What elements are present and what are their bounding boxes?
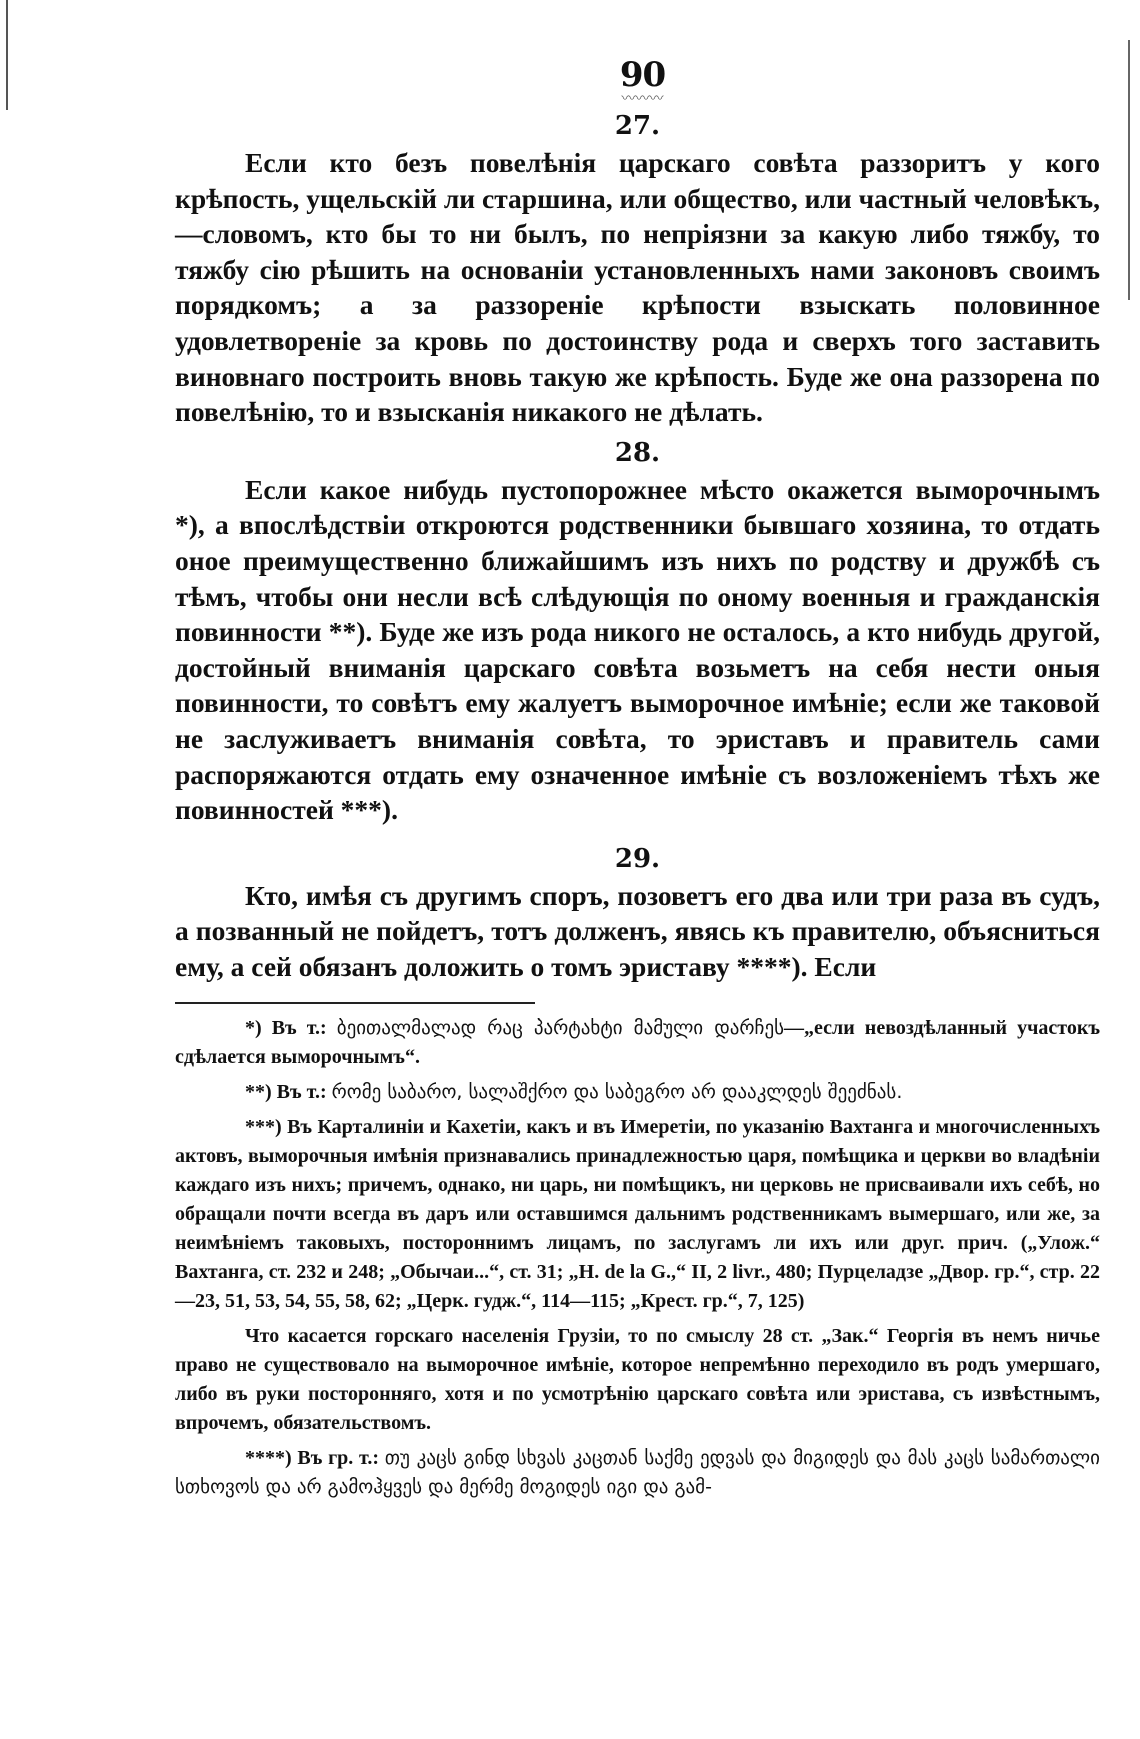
footnote-3-mark: ***)	[245, 1116, 282, 1139]
footnote-divider	[175, 1002, 535, 1004]
footnote-3-text: Въ Карталиніи и Кахетіи, какъ и въ Имеретіи, по указанію Вахтанга и многочисленныхъ актовъ, выморочныя имѣнія признавались принадлежностью царя, помѣщика и церкви во владѣніи каждаго изъ нихъ; причемъ, однако, ни царь, ни помѣщикъ, ни церковь не присваивали ихъ себѣ, но обращали почти всегда въ даръ или оставшимся дальнимъ родственникамъ вымершаго, или же, за неимѣніемъ таковыхъ, постороннимъ лицамъ, по заслугамъ ли ихъ или друг. прич. („Улож.“ Вахтанга, ст. 232 и 248; „Обычаи...“, ст. 31; „H. de la G.,“ II, 2 livr., 480; Пурцеладзе „Двор. гр.“, стр. 22—23, 51, 53, 54, 55, 58, 62; „Церк. гудж.“, 114—115; „Крест. гр.“, 7, 125)	[175, 1116, 1100, 1313]
section-text-28: Если какое нибудь пустопорожнее мѣсто окажется выморочнымъ *), а впослѣдствіи откроются родственники бывшаго хозяина, то отдать оное преимущественно ближайшимъ изъ нихъ по родству и дружбѣ съ тѣмъ, чтобы они несли всѣ слѣдующія по оному военныя и гражданскія повинности **). Буде же изъ рода никого не осталось, а кто нибудь другой, достойный вниманія царскаго совѣта возьметъ на себя нести оныя повинности, то совѣтъ ему жалуетъ выморочное имѣніе; если же таковой не заслуживаетъ вниманія совѣта, то эриставъ и правитель сами распоряжаются отдать ему означенное имѣніе съ возложеніемъ тѣхъ же повинностей ***).	[175, 473, 1100, 826]
footnote-2-mark: **) Въ т.:	[245, 1081, 327, 1104]
footnote-1-georgian: ბეითალმალად რაც პარტახტი მამული დარჩეს	[336, 1017, 785, 1040]
footnote-4	[175, 1444, 1100, 1502]
footnote-2-georgian: რომე საბარო, სალაშქრო და საბეგრო არ დააკლდეს შეეძნას.	[331, 1081, 903, 1104]
scan-edge-left	[6, 0, 8, 110]
footnote-2	[175, 1078, 1100, 1107]
footnote-4-mark: ****) Въ гр. т.:	[245, 1447, 380, 1470]
page-number-ornament: 〰〰〰	[621, 91, 664, 107]
footnote-1	[175, 1014, 1100, 1072]
section-number-28: 28.	[614, 437, 661, 468]
book-page	[175, 55, 1100, 1508]
section-number-27: 27.	[614, 111, 661, 141]
page-number: 90	[619, 55, 666, 95]
scan-edge-right	[1128, 40, 1130, 300]
footnote-3	[175, 1113, 1100, 1316]
footnote-4-georgian: თუ კაცს გინდ სხვას კაცთან საქმე ედვას და მიგიდეს და მას კაცს სამართალი სთხოვოს და არ გამოჰყვეს და მერმე მოგიდეს იგი და გამ-	[175, 1447, 1100, 1499]
section-text-27: Если кто безъ повелѣнія царскаго совѣта раззоритъ у кого крѣпость, ущельскій ли старшина, или общество, или частный человѣкъ,—словомъ, кто бы то ни былъ, по непріязни за какую либо тяжбу, то тяжбу сію рѣшить на основаніи установленныхъ нами законовъ своимъ порядкомъ; а за раззореніе крѣпости взыскать половинное удовлетвореніе за кровь по достоинству рода и сверхъ того заставить виновнаго построить вновь такую же крѣпость. Буде же она раззорена по повелѣнію, то и взысканія никакого не дѣлать.	[175, 147, 1100, 428]
footnote-3-continued	[175, 1322, 1100, 1438]
footnote-1-text: —„если невоздѣланный участокъ сдѣлается выморочнымъ“.	[175, 1017, 1100, 1069]
section-text-29: Кто, имѣя съ другимъ споръ, позоветъ его два или три раза въ судъ, а позванный не пойдетъ, тотъ долженъ, явясь къ правителю, объясниться ему, а сей обязанъ доложить о томъ эриставу ****). Если	[175, 879, 1100, 982]
section-number-29: 29.	[614, 843, 661, 874]
footnote-1-mark: *) Въ т.:	[245, 1017, 327, 1040]
footnote-3-continued-text: Что касается горскаго населенія Грузіи, то по смыслу 28 ст. „Зак.“ Георгія въ немъ ничье право не существовало на выморочное имѣніе, которое непремѣнно переходило въ родъ умершаго, либо въ руки посторонняго, хотя и по усмотрѣнію царскаго совѣта или эристава, съ извѣстнымъ, впрочемъ, обязательствомъ.	[175, 1325, 1100, 1435]
